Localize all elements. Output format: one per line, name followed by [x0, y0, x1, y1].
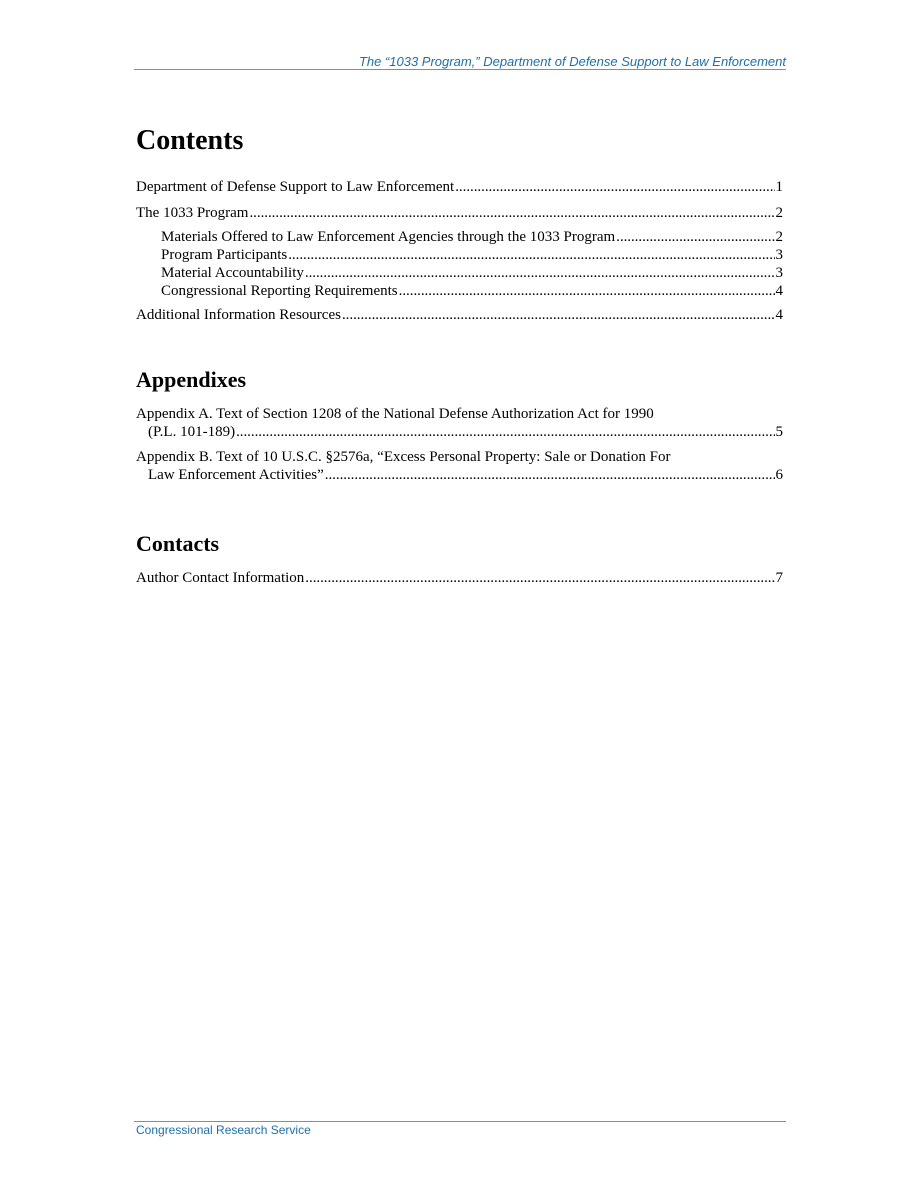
toc-entry-label: Department of Defense Support to Law Enforcement	[136, 179, 455, 195]
toc-entry-label: Program Participants	[161, 247, 288, 263]
toc-entry-label: The 1033 Program	[136, 205, 249, 221]
contents-heading: Contents	[136, 125, 244, 156]
dot-leader	[249, 204, 774, 222]
dot-leader	[399, 282, 775, 300]
appendix-title-cont: (P.L. 101-189)	[148, 424, 236, 440]
appendix-entry[interactable]	[136, 448, 783, 484]
toc-subentry[interactable]	[136, 228, 783, 246]
toc-entry-label: Material Accountability	[161, 265, 304, 281]
toc-entry-page: 2	[775, 229, 783, 245]
dot-leader	[305, 264, 775, 282]
appendix-entry[interactable]	[136, 405, 783, 441]
contacts-list	[136, 569, 783, 587]
appendix-continuation	[136, 423, 783, 441]
running-footer: Congressional Research Service	[136, 1123, 311, 1137]
dot-leader	[305, 569, 774, 587]
appendixes-list	[136, 405, 783, 484]
dot-leader	[325, 466, 775, 484]
toc-entry-page: 4	[775, 307, 783, 323]
dot-leader	[236, 423, 774, 441]
appendix-page: 5	[775, 424, 783, 440]
toc-entry-label: Materials Offered to Law Enforcement Agencies through the 1033 Program	[161, 229, 616, 245]
toc-entry-label: Additional Information Resources	[136, 307, 341, 323]
toc-entry[interactable]	[136, 204, 783, 222]
contacts-heading: Contacts	[136, 531, 220, 556]
toc-entry[interactable]	[136, 306, 783, 324]
running-header: The “1033 Program,” Department of Defense Support to Law Enforcement	[358, 54, 786, 69]
toc-entry-page: 1	[775, 179, 783, 195]
contents-list	[136, 178, 783, 324]
toc-entry-page: 2	[775, 205, 783, 221]
toc-subentry[interactable]	[136, 282, 783, 300]
dot-leader	[455, 178, 774, 196]
toc-entry-label: Congressional Reporting Requirements	[161, 283, 398, 299]
dot-leader	[288, 246, 774, 264]
header-rule	[134, 69, 786, 70]
footer-rule	[134, 1121, 786, 1122]
appendix-title: Appendix B. Text of 10 U.S.C. §2576a, “Excess Personal Property: Sale or Donation For	[136, 449, 671, 465]
dot-leader	[342, 306, 775, 324]
toc-entry-page: 7	[775, 570, 783, 586]
toc-entry-page: 3	[775, 247, 783, 263]
toc-entry-page: 3	[775, 265, 783, 281]
toc-entry[interactable]	[136, 178, 783, 196]
dot-leader	[616, 228, 774, 246]
toc-entry-label: Author Contact Information	[136, 570, 305, 586]
appendix-title-cont: Law Enforcement Activities”	[148, 467, 324, 483]
appendix-title: Appendix A. Text of Section 1208 of the National Defense Authorization Act for 1990	[136, 406, 654, 422]
appendix-page: 6	[775, 467, 783, 483]
toc-subentry[interactable]	[136, 246, 783, 264]
toc-subentry[interactable]	[136, 264, 783, 282]
appendixes-heading: Appendixes	[136, 367, 247, 392]
toc-entry[interactable]	[136, 569, 783, 587]
toc-entry-page: 4	[775, 283, 783, 299]
appendix-continuation	[136, 466, 783, 484]
